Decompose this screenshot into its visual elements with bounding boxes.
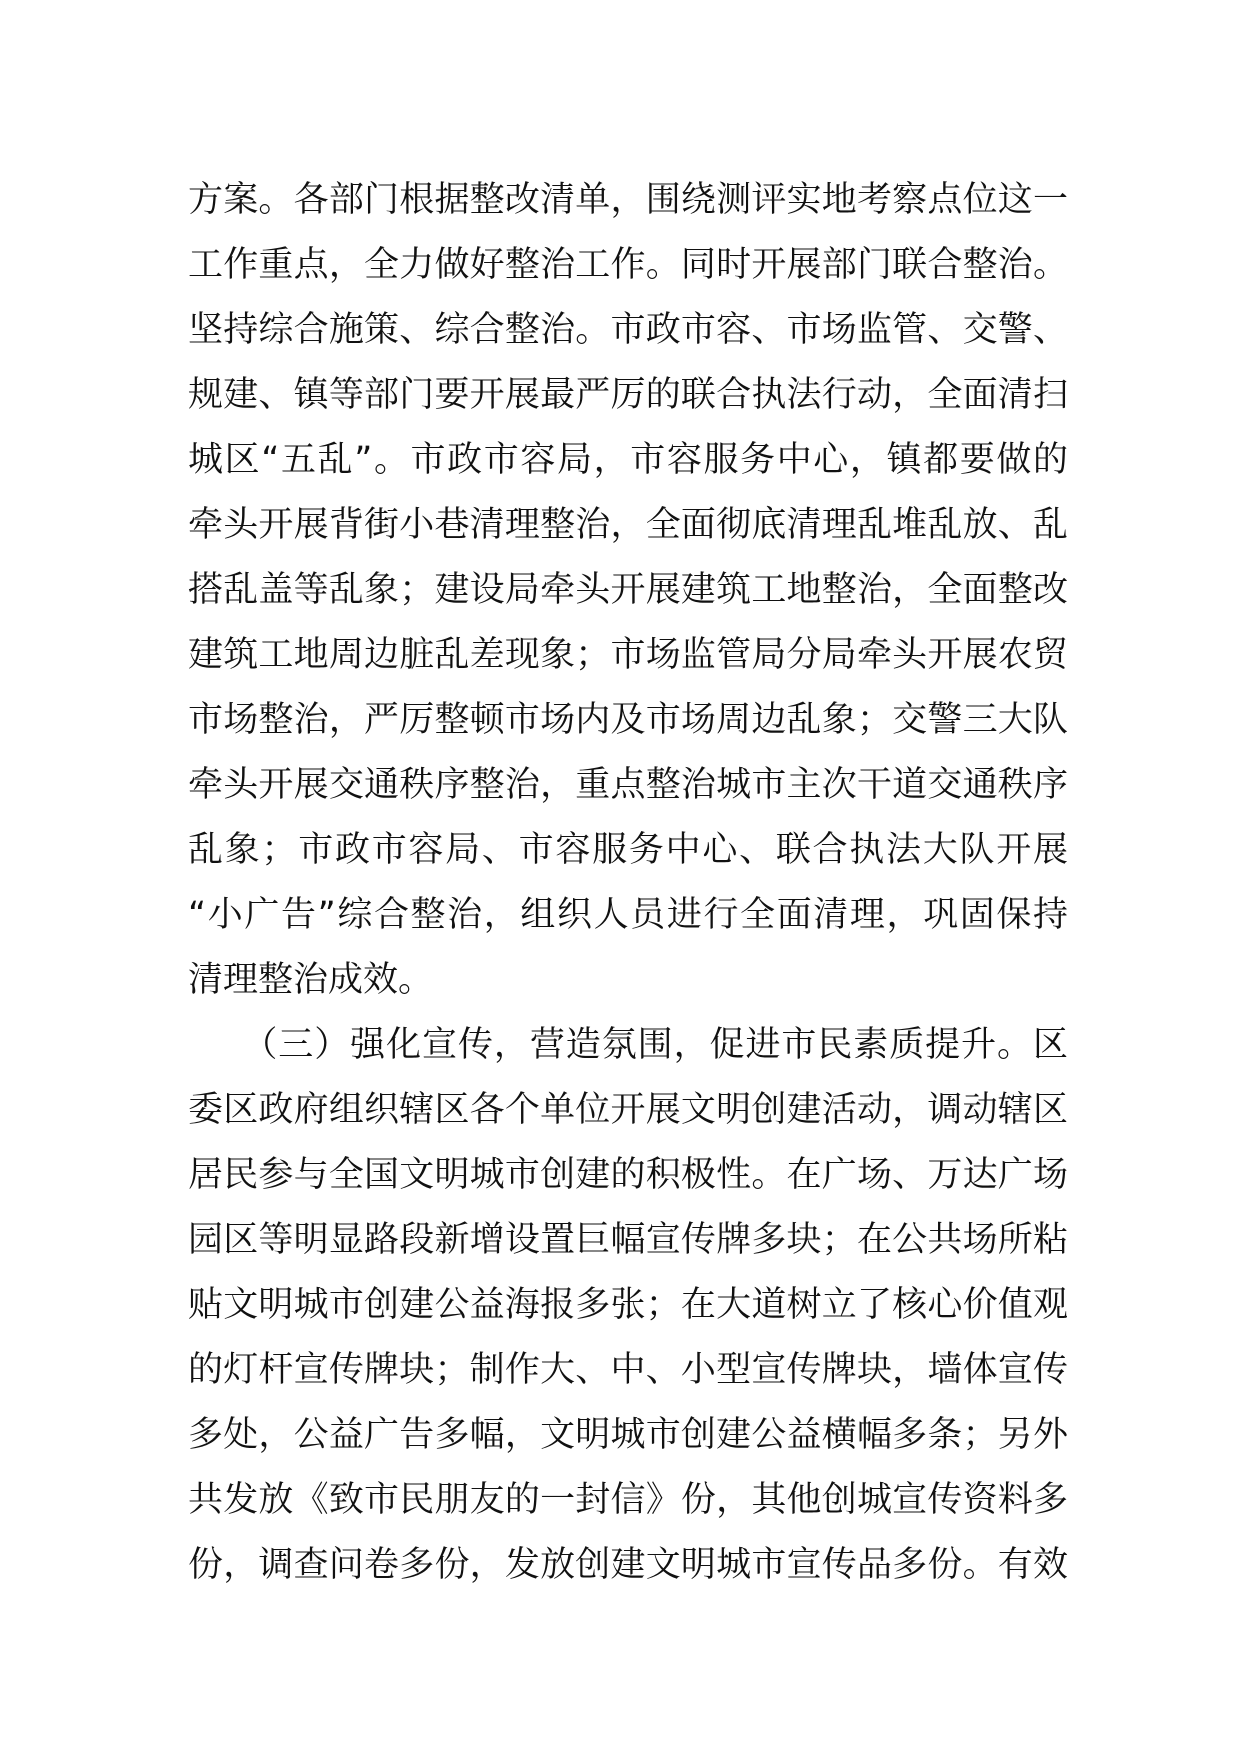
- text-line: 坚持综合施策、综合整治。市政市容、市场监管、交警、: [188, 310, 1068, 350]
- paragraph-2: [188, 1013, 1068, 1598]
- text-line: 的灯杆宣传牌块；制作大、中、小型宣传牌块，墙体宣传: [188, 1350, 1068, 1390]
- text-line: 城区“五乱”。市政市容局，市容服务中心，镇都要做的: [188, 440, 1068, 480]
- text-line: 份，调查问卷多份，发放创建文明城市宣传品多份。有效: [188, 1545, 1068, 1585]
- text-line: 搭乱盖等乱象；建设局牵头开展建筑工地整治，全面整改: [188, 570, 1068, 610]
- text-line: 清理整治成效。: [188, 960, 434, 1000]
- text-line: 共发放《致市民朋友的一封信》份，其他创城宣传资料多: [188, 1480, 1068, 1520]
- text-line: 乱象；市政市容局、市容服务中心、联合执法大队开展: [188, 830, 1068, 870]
- text-line: 建筑工地周边脏乱差现象；市场监管局分局牵头开展农贸: [188, 635, 1068, 675]
- text-line: 工作重点，全力做好整治工作。同时开展部门联合整治。: [188, 245, 1068, 285]
- text-line: 居民参与全国文明城市创建的积极性。在广场、万达广场: [188, 1155, 1068, 1195]
- text-line: （三）强化宣传，营造氛围，促进市民素质提升。区: [188, 1025, 1068, 1065]
- document-body: [188, 168, 1068, 1598]
- paragraph-1: [188, 168, 1068, 1013]
- text-line: 园区等明显路段新增设置巨幅宣传牌多块；在公共场所粘: [188, 1220, 1068, 1260]
- text-line: 牵头开展背街小巷清理整治，全面彻底清理乱堆乱放、乱: [188, 505, 1068, 545]
- text-line: 规建、镇等部门要开展最严厉的联合执法行动，全面清扫: [188, 375, 1068, 415]
- text-line: 贴文明城市创建公益海报多张；在大道树立了核心价值观: [188, 1285, 1068, 1325]
- text-line: 牵头开展交通秩序整治，重点整治城市主次干道交通秩序: [188, 765, 1068, 805]
- text-line: 市场整治，严厉整顿市场内及市场周边乱象；交警三大队: [188, 700, 1068, 740]
- text-line: 多处，公益广告多幅，文明城市创建公益横幅多条；另外: [188, 1415, 1068, 1455]
- text-line: 委区政府组织辖区各个单位开展文明创建活动，调动辖区: [188, 1090, 1068, 1130]
- text-line: 方案。各部门根据整改清单，围绕测评实地考察点位这一: [188, 180, 1068, 220]
- text-line: “小广告”综合整治，组织人员进行全面清理，巩固保持: [188, 895, 1068, 935]
